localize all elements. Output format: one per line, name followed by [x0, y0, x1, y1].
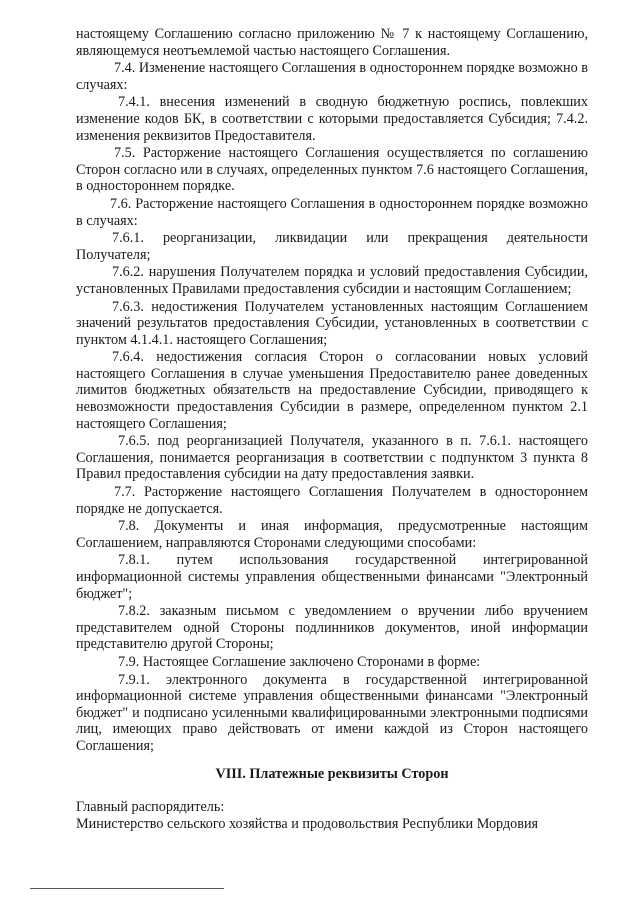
- paragraph-7-6-5: 7.6.5. под реорганизацией Получателя, указанного в п. 7.6.1. настоящего Соглашения, понимается реорганизация в соответствии с подпунктом 3 пункта 8 Правил предоставления субсидии на дату предоставления заявки.: [76, 433, 588, 483]
- footnote-divider: [30, 888, 224, 889]
- paragraph-7-7: 7.7. Расторжение настоящего Соглашения Получателем в одностороннем порядке не допускается.: [76, 484, 588, 517]
- document-body: [76, 26, 588, 833]
- paragraph-7-4-1: 7.4.1. внесения изменений в сводную бюджетную роспись, повлекших изменение кодов БК, в соответствии с которыми предоставляется Субсидия; 7.4.2. изменения реквизитов Предоставителя.: [76, 94, 588, 144]
- paragraph-7-6-4: 7.6.4. недостижения согласия Сторон о согласовании новых условий настоящего Соглашения в случае уменьшения Предоставителю ранее доведенных лимитов бюджетных обязательств на предоставление Субсидии, приводящего к невозможности предоставления Субсидии в размере, определенном пунктом 2.1 настоящего Соглашения;: [76, 349, 588, 432]
- payer-label: Главный распорядитель:: [76, 798, 225, 815]
- paragraph-intro: настоящему Соглашению согласно приложению № 7 к настоящему Соглашению, являющемуся неотъемлемой частью настоящего Соглашения.: [76, 26, 588, 59]
- paragraph-7-6: 7.6. Расторжение настоящего Соглашения в одностороннем порядке возможно в случаях:: [76, 195, 588, 229]
- paragraph-7-8-2: 7.8.2. заказным письмом с уведомлением о вручении либо вручением представителем одной Стороны подлинников документов, иной информации представителю другой Стороны;: [76, 603, 588, 653]
- paragraph-7-4: 7.4. Изменение настоящего Соглашения в одностороннем порядке возможно в случаях:: [76, 60, 588, 93]
- payer-name: Министерство сельского хозяйства и продовольствия Республики Мордовия: [76, 815, 539, 832]
- paragraph-7-9-1: 7.9.1. электронного документа в государственной интегрированной информационной системе управления общественными финансами "Электронный бюджет" и подписано усиленными квалифицированными электронными подписями лиц, имеющих право действовать от имени каждой из Сторон настоящего Соглашения;: [76, 671, 588, 754]
- paragraph-7-6-3: 7.6.3. недостижения Получателем установленных настоящим Соглашением значений результатов предоставления Субсидии, установленных в соответствии с пунктом 4.1.4.1. настоящего Соглашения;: [76, 298, 588, 348]
- paragraph-7-6-2: 7.6.2. нарушения Получателем порядка и условий предоставления Субсидии, установленных Правилами предоставления субсидии и настоящим Соглашением;: [76, 264, 588, 297]
- paragraph-7-5: 7.5. Расторжение настоящего Соглашения осуществляется по соглашению Сторон согласно или в случаях, определенных пунктом 7.6 настоящего Соглашения, в одностороннем порядке.: [76, 145, 588, 195]
- paragraph-7-6-1: 7.6.1. реорганизации, ликвидации или прекращения деятельности Получателя;: [76, 230, 588, 263]
- paragraph-7-8-1: 7.8.1. путем использования государственной интегрированной информационной системы управления общественными финансами "Электронный бюджет";: [76, 552, 588, 602]
- paragraph-7-9: 7.9. Настоящее Соглашение заключено Сторонами в форме:: [118, 653, 481, 670]
- paragraph-list: [76, 26, 588, 755]
- paragraph-7-8: 7.8. Документы и иная информация, предусмотренные настоящим Соглашением, направляются Сторонами следующими способами:: [76, 518, 588, 551]
- section-heading: VIII. Платежные реквизиты Сторон: [215, 765, 449, 782]
